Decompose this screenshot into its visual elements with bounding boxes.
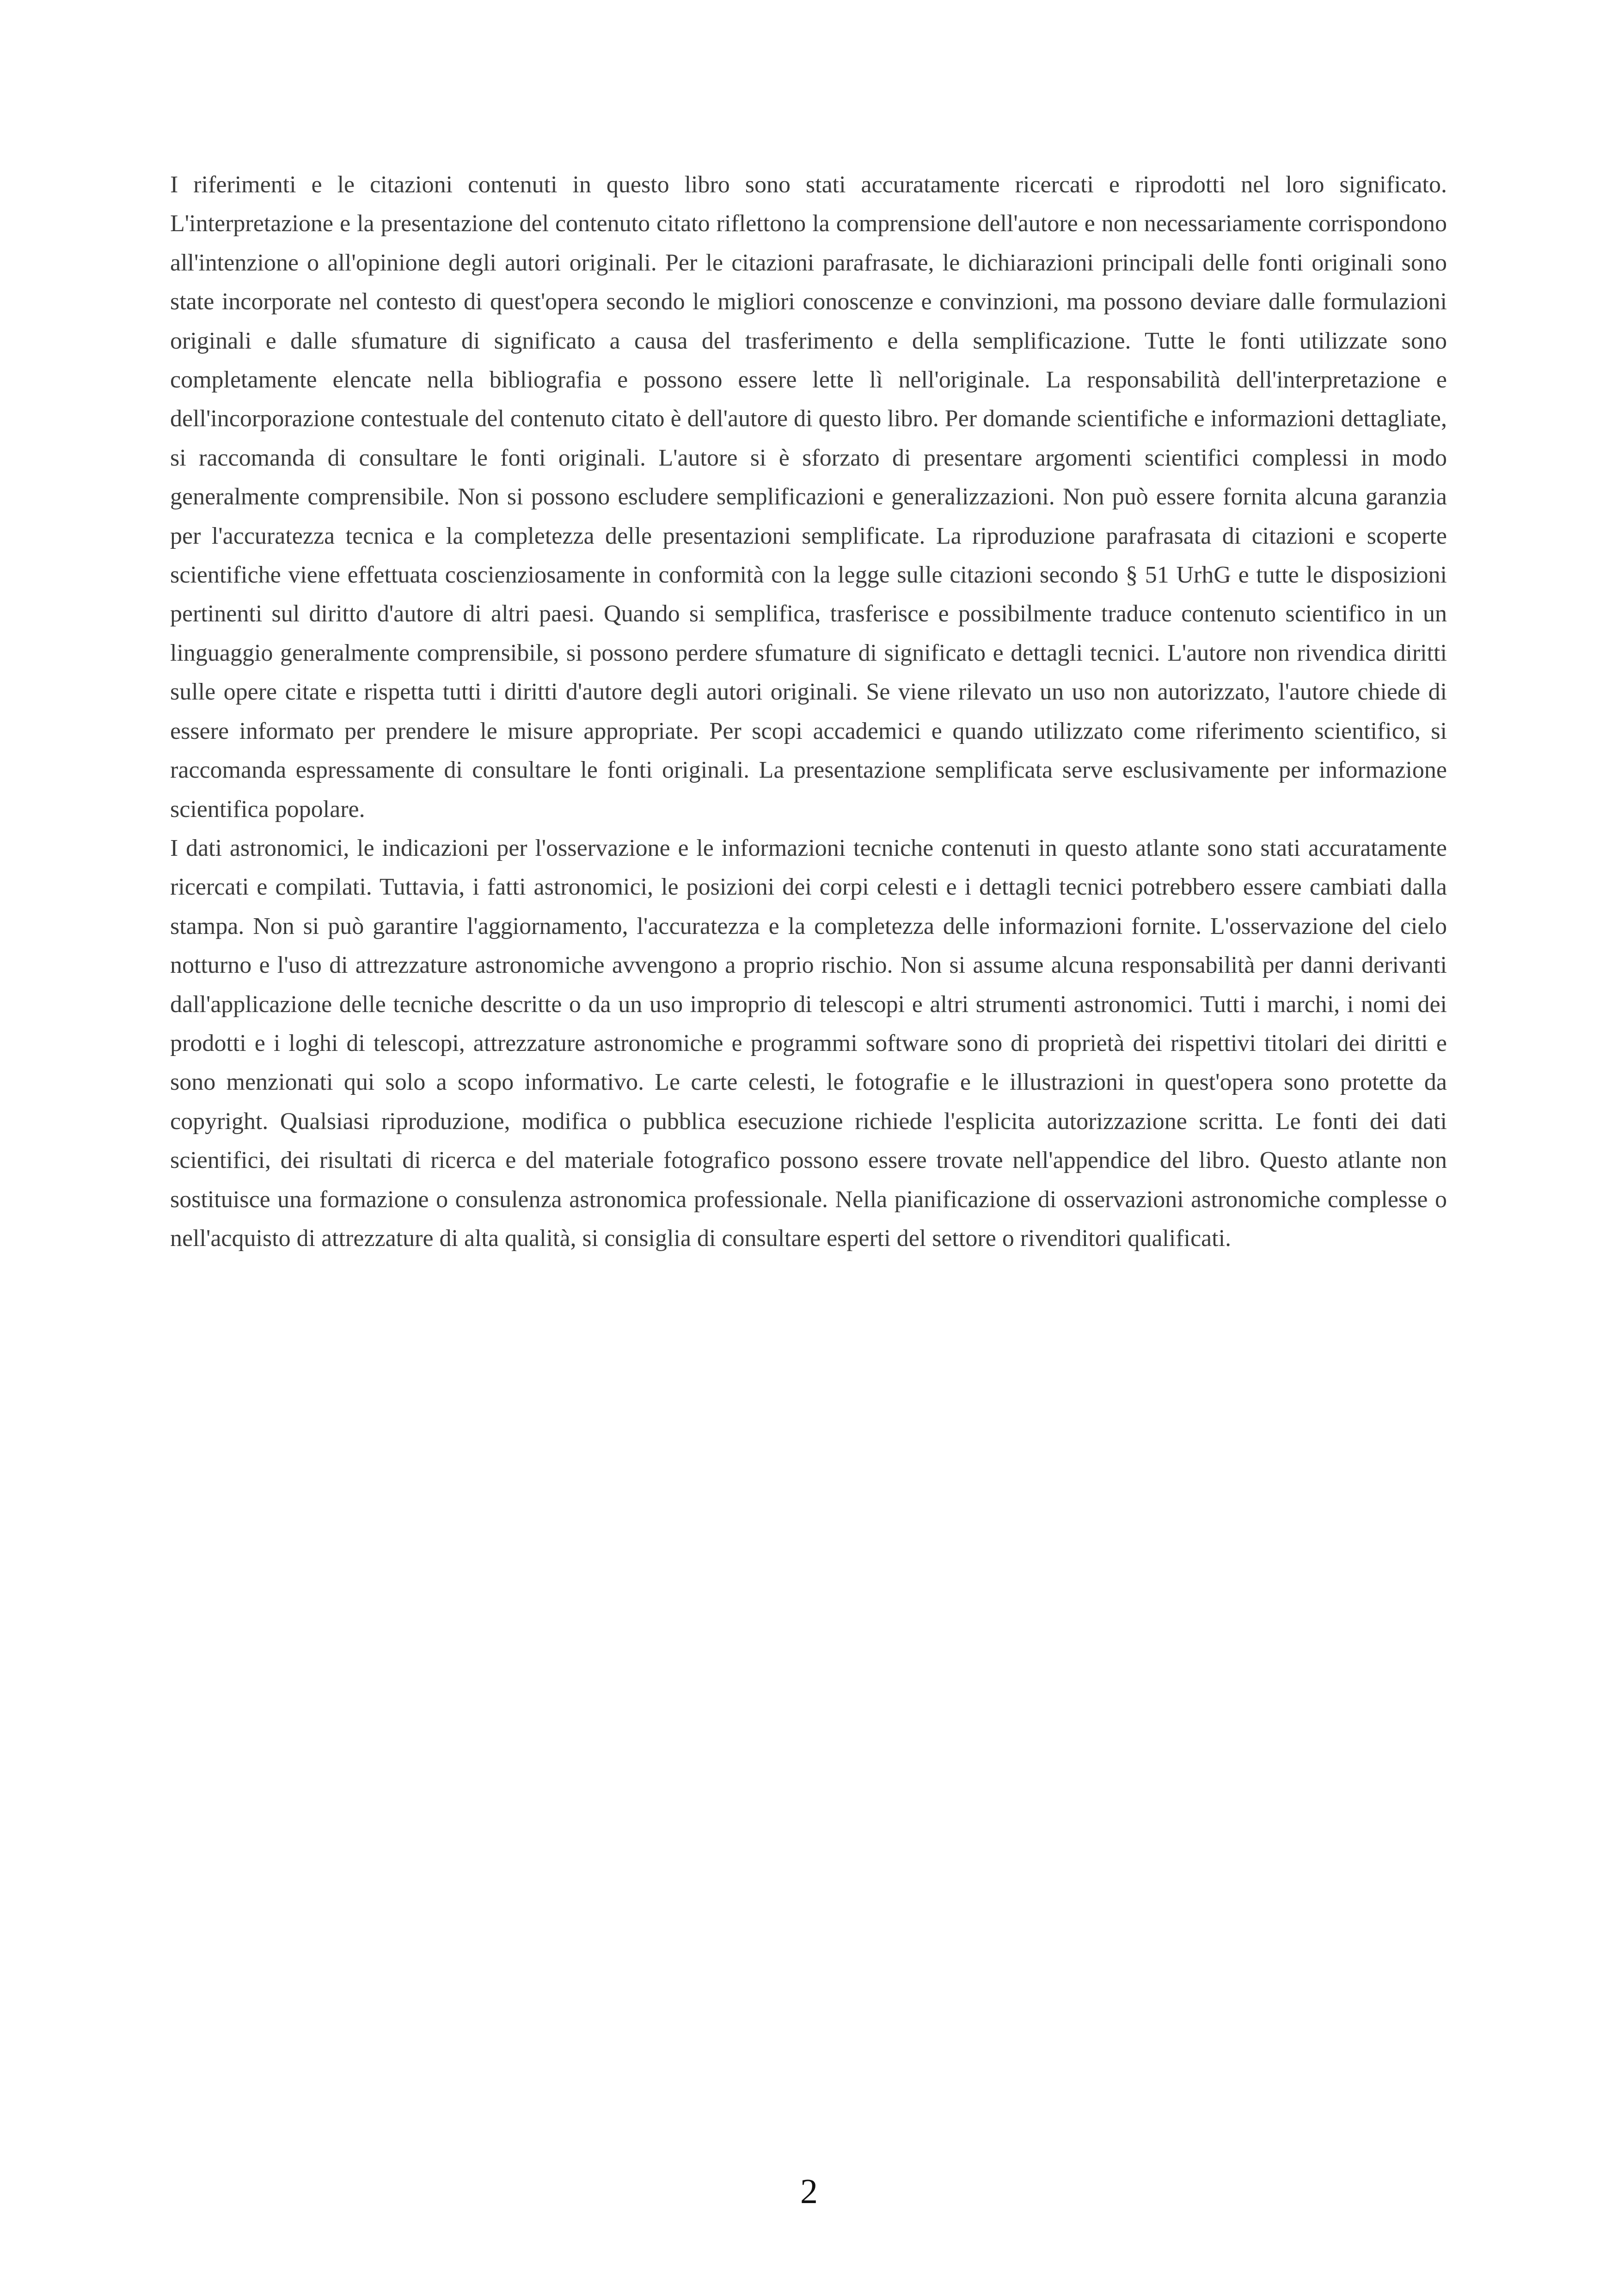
paragraph-citations-disclaimer: I riferimenti e le citazioni contenuti in questo libro sono stati accuratamente ricercati e riprodotti nel loro significato. L'interpretazione e la presentazione del contenuto citato riflettono la comprensione dell'autore e non necessariamente corrispondono all'intenzione o all'opinione degli autori originali. Per le citazioni parafrasate, le dichiarazioni principali delle fonti originali sono state incorporate nel contesto di quest'opera secondo le migliori conoscenze e convinzioni, ma possono deviare dalle formulazioni originali e dalle sfumature di significato a causa del trasferimento e della semplificazione. Tutte le fonti utilizzate sono completamente elencate nella bibliografia e possono essere lette lì nell'originale. La responsabilità dell'interpretazione e dell'incorporazione contestuale del contenuto citato è dell'autore di questo libro. Per domande scientifiche e informazioni dettagliate, si raccomanda di consultare le fonti originali. L'autore si è sforzato di presentare argomenti scientifici complessi in modo generalmente comprensibile. Non si possono escludere semplificazioni e generalizzazioni. Non può essere fornita alcuna garanzia per l'accuratezza tecnica e la completezza delle presentazioni semplificate. La riproduzione parafrasata di citazioni e scoperte scientifiche viene effettuata coscienziosamente in conformità con la legge sulle citazioni secondo § 51 UrhG e tutte le disposizioni pertinenti sul diritto d'autore di altri paesi. Quando si semplifica, trasferisce e possibilmente traduce contenuto scientifico in un linguaggio generalmente comprensibile, si possono perdere sfumature di significato e dettagli tecnici. L'autore non rivendica diritti sulle opere citate e rispetta tutti i diritti d'autore degli autori originali. Se viene rilevato un uso non autorizzato, l'autore chiede di essere informato per prendere le misure appropriate. Per scopi accademici e quando utilizzato come riferimento scientifico, si raccomanda espressamente di consultare le fonti originali. La presentazione semplificata serve esclusivamente per informazione scientifica popolare. <box>170 172 1447 823</box>
body-text <box>170 166 1447 1258</box>
page-number: 2 <box>800 2172 818 2211</box>
paragraph-astronomy-disclaimer: I dati astronomici, le indicazioni per l'osservazione e le informazioni tecniche contenuti in questo atlante sono stati accuratamente ricercati e compilati. Tuttavia, i fatti astronomici, le posizioni dei corpi celesti e i dettagli tecnici potrebbero essere cambiati dalla stampa. Non si può garantire l'aggiornamento, l'accuratezza e la completezza delle informazioni fornite. L'osservazione del cielo notturno e l'uso di attrezzature astronomiche avvengono a proprio rischio. Non si assume alcuna responsabilità per danni derivanti dall'applicazione delle tecniche descritte o da un uso improprio di telescopi e altri strumenti astronomici. Tutti i marchi, i nomi dei prodotti e i loghi di telescopi, attrezzature astronomiche e programmi software sono di proprietà dei rispettivi titolari dei diritti e sono menzionati qui solo a scopo informativo. Le carte celesti, le fotografie e le illustrazioni in quest'opera sono protette da copyright. Qualsiasi riproduzione, modifica o pubblica esecuzione richiede l'esplicita autorizzazione scritta. Le fonti dei dati scientifici, dei risultati di ricerca e del materiale fotografico possono essere trovate nell'appendice del libro. Questo atlante non sostituisce una formazione o consulenza astronomica professionale. Nella pianificazione di osservazioni astronomiche complesse o nell'acquisto di attrezzature di alta qualità, si consiglia di consultare esperti del settore o rivenditori qualificati. <box>170 835 1447 1252</box>
